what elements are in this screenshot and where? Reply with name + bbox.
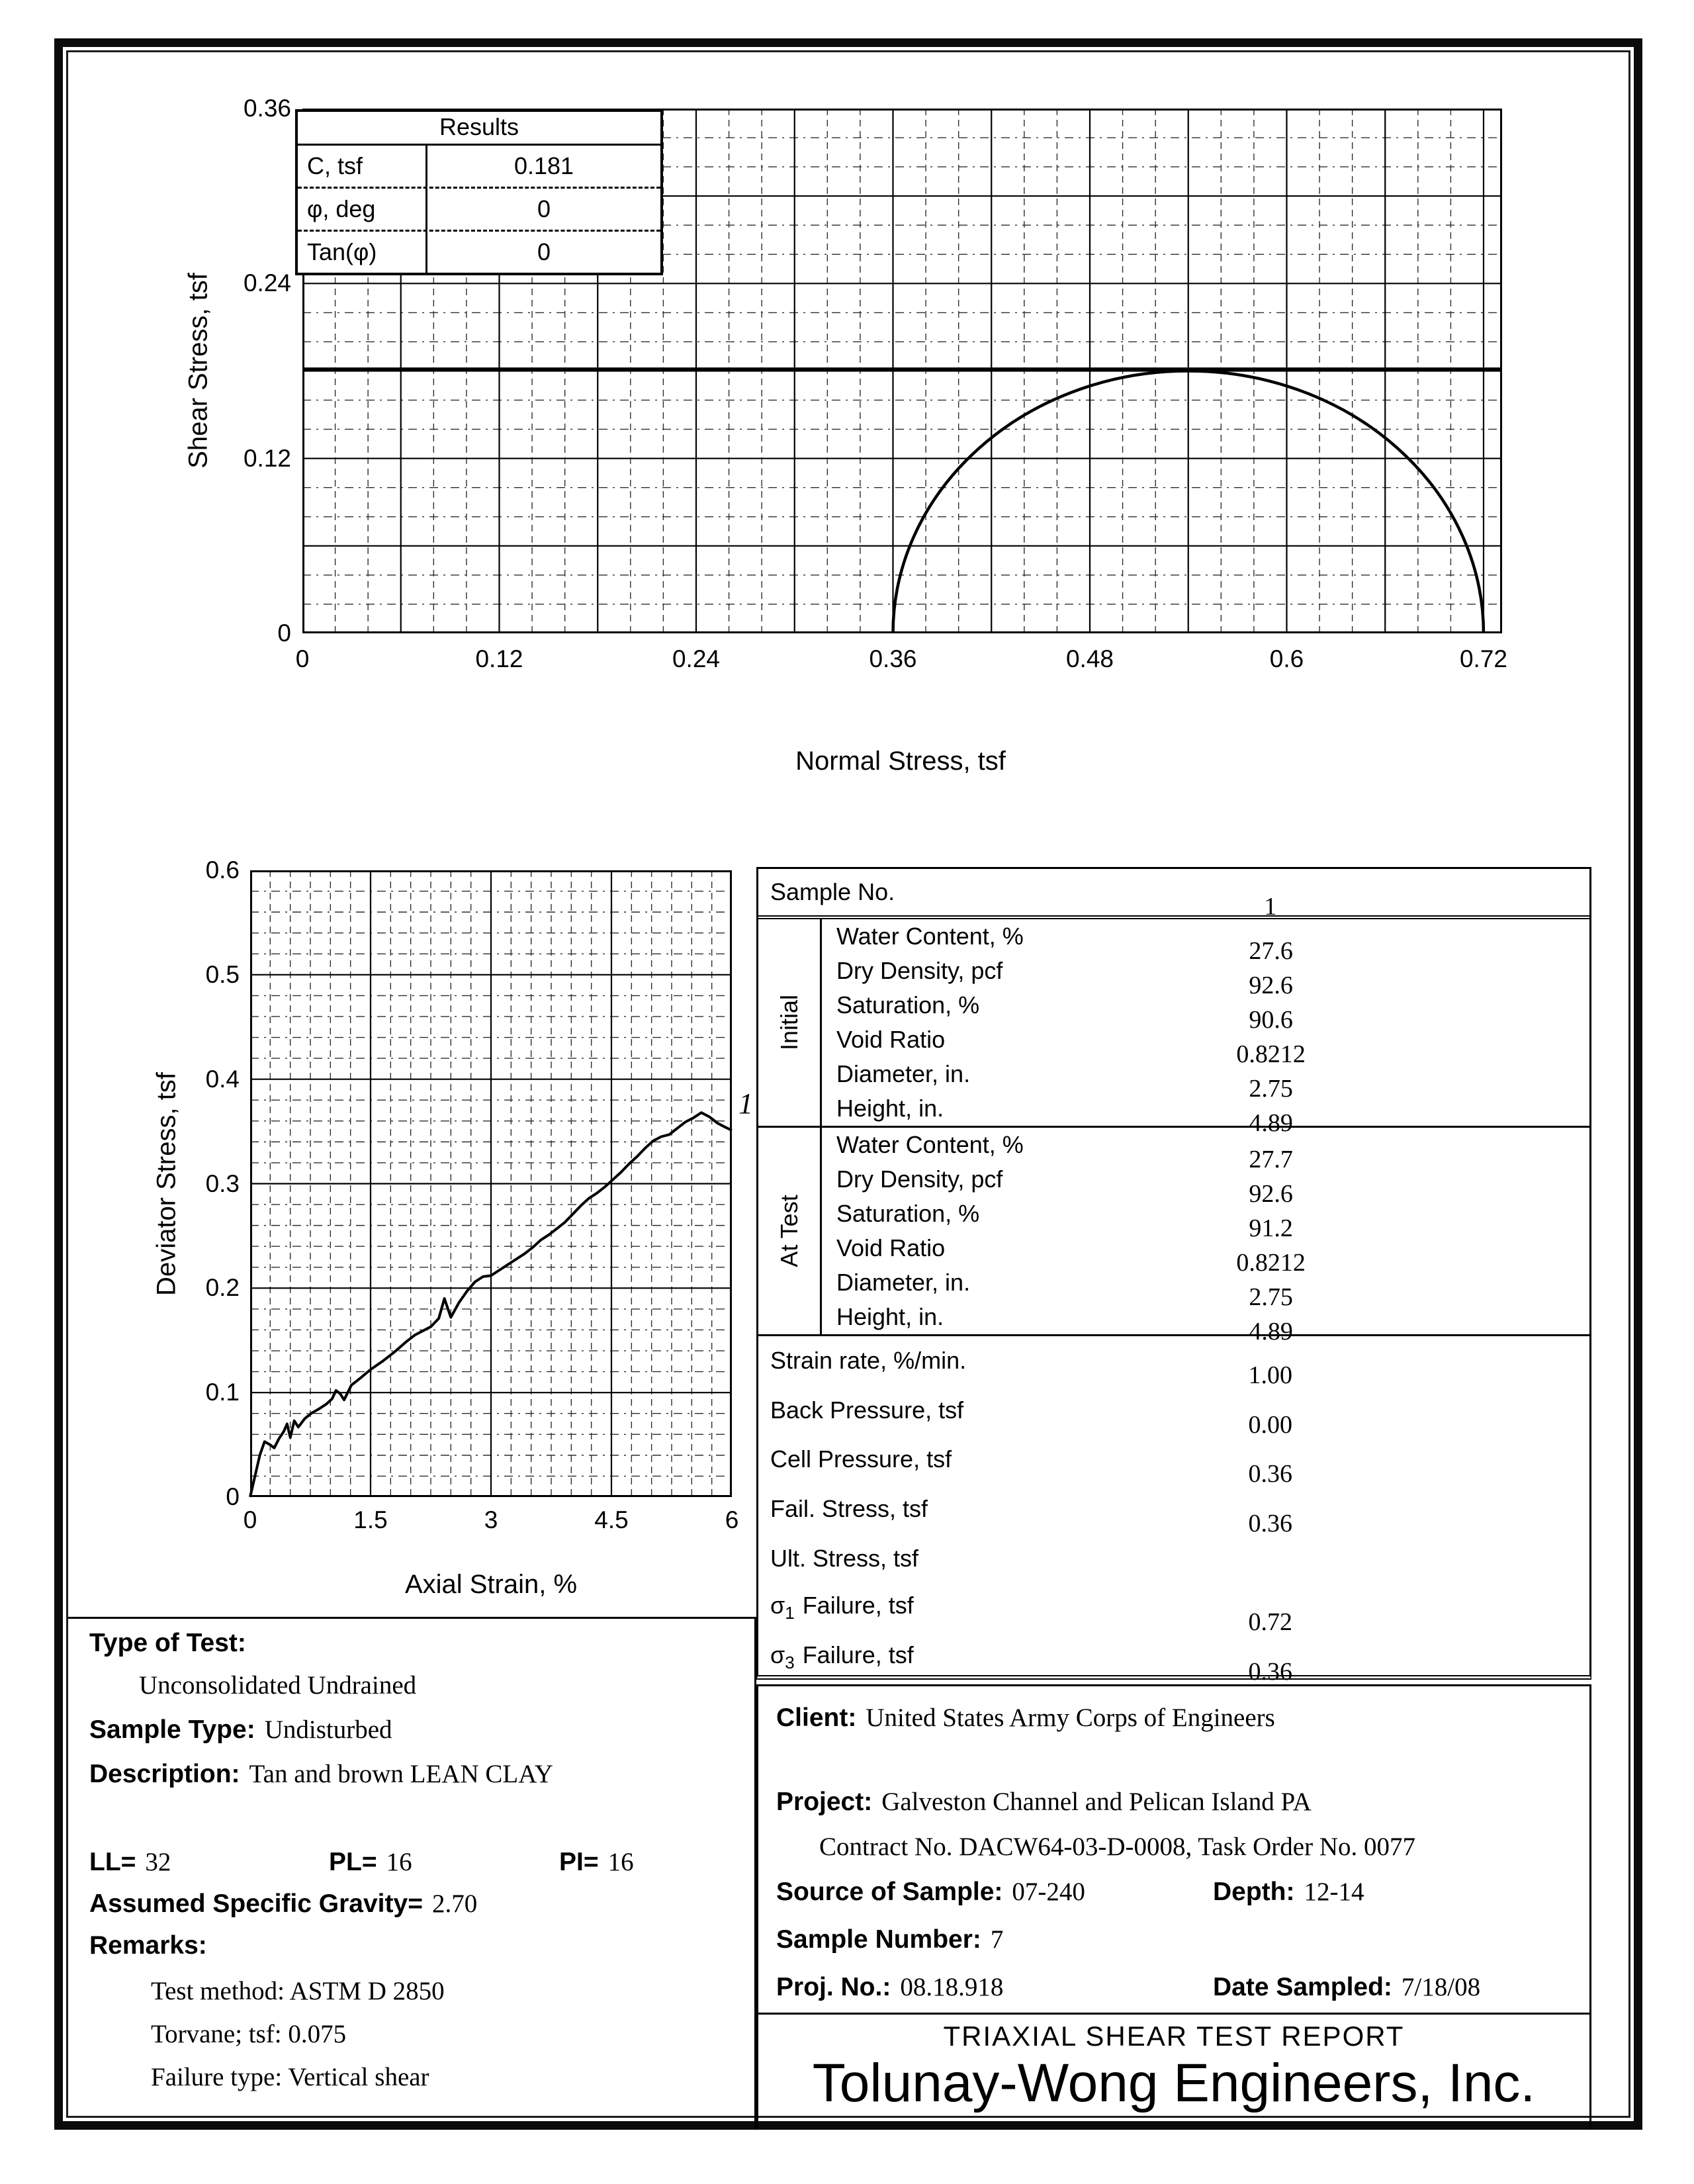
phi-value: 0 (537, 195, 551, 222)
row-label: Diameter, in. (836, 1269, 971, 1296)
strain-x-axis-title: Axial Strain, % (404, 1570, 578, 1599)
sample-number-label: Sample Number: (776, 1925, 981, 1954)
row-value: 91.2 (1249, 1214, 1293, 1242)
table-row (758, 1484, 1589, 1538)
initial-group-label: Initial (775, 994, 803, 1051)
date-sampled-value: 7/18/08 (1401, 1973, 1481, 2001)
results-table (295, 109, 663, 275)
row-value: 0.36 (1248, 1510, 1292, 1538)
row-value: 0.8212 (1236, 1249, 1306, 1277)
row-value: 4.89 (1249, 1318, 1293, 1345)
table-row (822, 954, 1589, 999)
table-row (822, 1023, 1589, 1068)
at-test-group-label: At Test (775, 1195, 803, 1267)
source-of-sample-value: 07-240 (1012, 1878, 1085, 1906)
test-info-box (68, 1617, 756, 2130)
row-value: 27.6 (1249, 937, 1293, 965)
row-label: Height, in. (836, 1095, 944, 1122)
row-label: Saturation, % (836, 1200, 980, 1227)
phi-label: φ, deg (298, 189, 427, 230)
client-label: Client: (776, 1704, 857, 1732)
table-row (822, 1231, 1589, 1277)
row-value: 90.6 (1249, 1006, 1293, 1034)
strain-x-axis-ticks: 0 1.5 3 4.5 6 (243, 1506, 739, 1533)
sample-type-value: Undisturbed (264, 1715, 392, 1744)
tan-phi-value: 0 (537, 238, 551, 265)
table-row (822, 1197, 1589, 1242)
mohr-x-axis-title: Normal Stress, tsf (795, 747, 1006, 776)
row-label: Diameter, in. (836, 1060, 971, 1087)
project-value: Galveston Channel and Pelican Island PA (881, 1788, 1312, 1816)
table-row (298, 187, 660, 230)
table-row (822, 1162, 1589, 1208)
company-name: Tolunay-Wong Engineers, Inc. (812, 2053, 1536, 2113)
row-label: Cell Pressure, tsf (770, 1445, 952, 1473)
project-info-box (756, 1684, 1591, 2130)
ll-label: LL= (89, 1848, 136, 1876)
row-value: 27.7 (1249, 1146, 1293, 1173)
table-row (822, 1300, 1589, 1345)
sample-no-label: Sample No. (770, 878, 895, 905)
depth-value: 12-14 (1304, 1878, 1364, 1906)
row-value: 0.72 (1248, 1608, 1292, 1637)
date-sampled-label: Date Sampled: (1213, 1973, 1392, 2001)
pi-label: PI= (559, 1848, 599, 1876)
row-value: 4.89 (1249, 1109, 1293, 1137)
table-row (298, 144, 660, 187)
sample-no-row (758, 869, 1589, 919)
type-of-test-value: Unconsolidated Undrained (139, 1671, 417, 1700)
specific-gravity-label: Assumed Specific Gravity= (89, 1889, 423, 1918)
sample-data-table (756, 867, 1591, 1686)
remark-failure-type: Failure type: Vertical shear (151, 2063, 429, 2091)
table-row (822, 988, 1589, 1034)
table-row (758, 1336, 1589, 1390)
cohesion-label: C, tsf (298, 146, 427, 187)
stress-strain-chart (250, 870, 732, 1497)
table-row (758, 1583, 1589, 1637)
report-title: TRIAXIAL SHEAR TEST REPORT (943, 2021, 1405, 2052)
row-label: Saturation, % (836, 991, 980, 1019)
table-row (822, 1091, 1589, 1137)
type-of-test-label: Type of Test: (89, 1629, 246, 1657)
table-row (822, 1265, 1589, 1311)
table-row (758, 1386, 1589, 1439)
proj-no-label: Proj. No.: (776, 1973, 891, 2001)
table-row (758, 1533, 1589, 1583)
row-label: Back Pressure, tsf (770, 1396, 964, 1424)
initial-group (758, 919, 1589, 1137)
sample-no-value: 1 (1264, 893, 1277, 921)
initial-group-side (758, 919, 822, 1126)
contract-line: Contract No. DACW64-03-D-0008, Task Order No. 0077 (819, 1833, 1415, 1861)
at-test-group-side (758, 1128, 822, 1334)
client-value: United States Army Corps of Engineers (866, 1704, 1275, 1732)
row-label: Void Ratio (836, 1234, 946, 1261)
cohesion-value: 0.181 (513, 152, 574, 179)
curve-series-label: 1 (738, 1087, 753, 1120)
sample-type-label: Sample Type: (89, 1715, 255, 1744)
row-label: Fail. Stress, tsf (770, 1495, 928, 1523)
pl-value: 16 (386, 1848, 412, 1876)
row-label: Dry Density, pcf (836, 957, 1003, 984)
row-value: 0.36 (1248, 1460, 1292, 1488)
table-row (298, 230, 660, 273)
table-row (822, 1128, 1589, 1173)
row-label: $\sigma_3$ Failure, tsf (770, 1641, 914, 1672)
at-test-group (758, 1128, 1589, 1345)
table-row (758, 1632, 1589, 1686)
sample-number-value: 7 (990, 1925, 1004, 1954)
row-label: Ult. Stress, tsf (770, 1544, 919, 1572)
proj-no-value: 08.18.918 (900, 1973, 1004, 2001)
remark-test-method: Test method: ASTM D 2850 (151, 1977, 445, 2005)
row-label: Dry Density, pcf (836, 1165, 1003, 1193)
depth-label: Depth: (1213, 1878, 1295, 1906)
row-value: 0.00 (1248, 1410, 1292, 1439)
results-table-header: Results (439, 113, 519, 140)
mohr-y-axis-ticks: 0 0.12 0.24 0.36 (243, 95, 291, 647)
ll-value: 32 (145, 1848, 171, 1876)
row-label: Height, in. (836, 1303, 944, 1330)
description-value: Tan and brown LEAN CLAY (249, 1760, 553, 1788)
mohr-x-axis-ticks: 0 0.12 0.24 0.36 0.48 0.6 0.72 (295, 645, 1507, 672)
tan-phi-label: Tan(φ) (298, 232, 427, 273)
row-label: $\sigma_1$ Failure, tsf (770, 1592, 914, 1623)
row-value: 2.75 (1249, 1075, 1293, 1103)
row-label: Water Content, % (836, 923, 1024, 950)
mohr-y-axis-title: Shear Stress, tsf (183, 273, 213, 469)
pl-label: PL= (329, 1848, 377, 1876)
strain-y-axis-ticks: 0 0.1 0.2 0.3 0.4 0.5 0.6 (205, 856, 240, 1510)
row-value: 92.6 (1249, 1180, 1293, 1208)
table-row (822, 919, 1589, 965)
pi-value: 16 (607, 1848, 634, 1876)
row-value: 92.6 (1249, 972, 1293, 999)
strain-y-axis-title: Deviator Stress, tsf (152, 1072, 181, 1296)
description-label: Description: (89, 1760, 240, 1788)
specific-gravity-value: 2.70 (431, 1889, 478, 1918)
row-value: 2.75 (1249, 1283, 1293, 1311)
row-label: Strain rate, %/min. (770, 1347, 967, 1375)
remarks-label: Remarks: (89, 1931, 207, 1960)
project-label: Project: (776, 1788, 873, 1816)
row-value: 1.00 (1248, 1361, 1292, 1390)
row-label: Water Content, % (836, 1131, 1024, 1158)
row-label: Void Ratio (836, 1026, 946, 1053)
remark-torvane: Torvane; tsf: 0.075 (151, 2020, 347, 2048)
table-row (758, 1435, 1589, 1488)
source-of-sample-label: Source of Sample: (776, 1878, 1003, 1906)
row-value: 0.8212 (1236, 1040, 1306, 1068)
table-row (822, 1057, 1589, 1103)
title-block-divider (758, 2013, 1589, 2015)
row-value: 0.36 (1248, 1657, 1292, 1686)
